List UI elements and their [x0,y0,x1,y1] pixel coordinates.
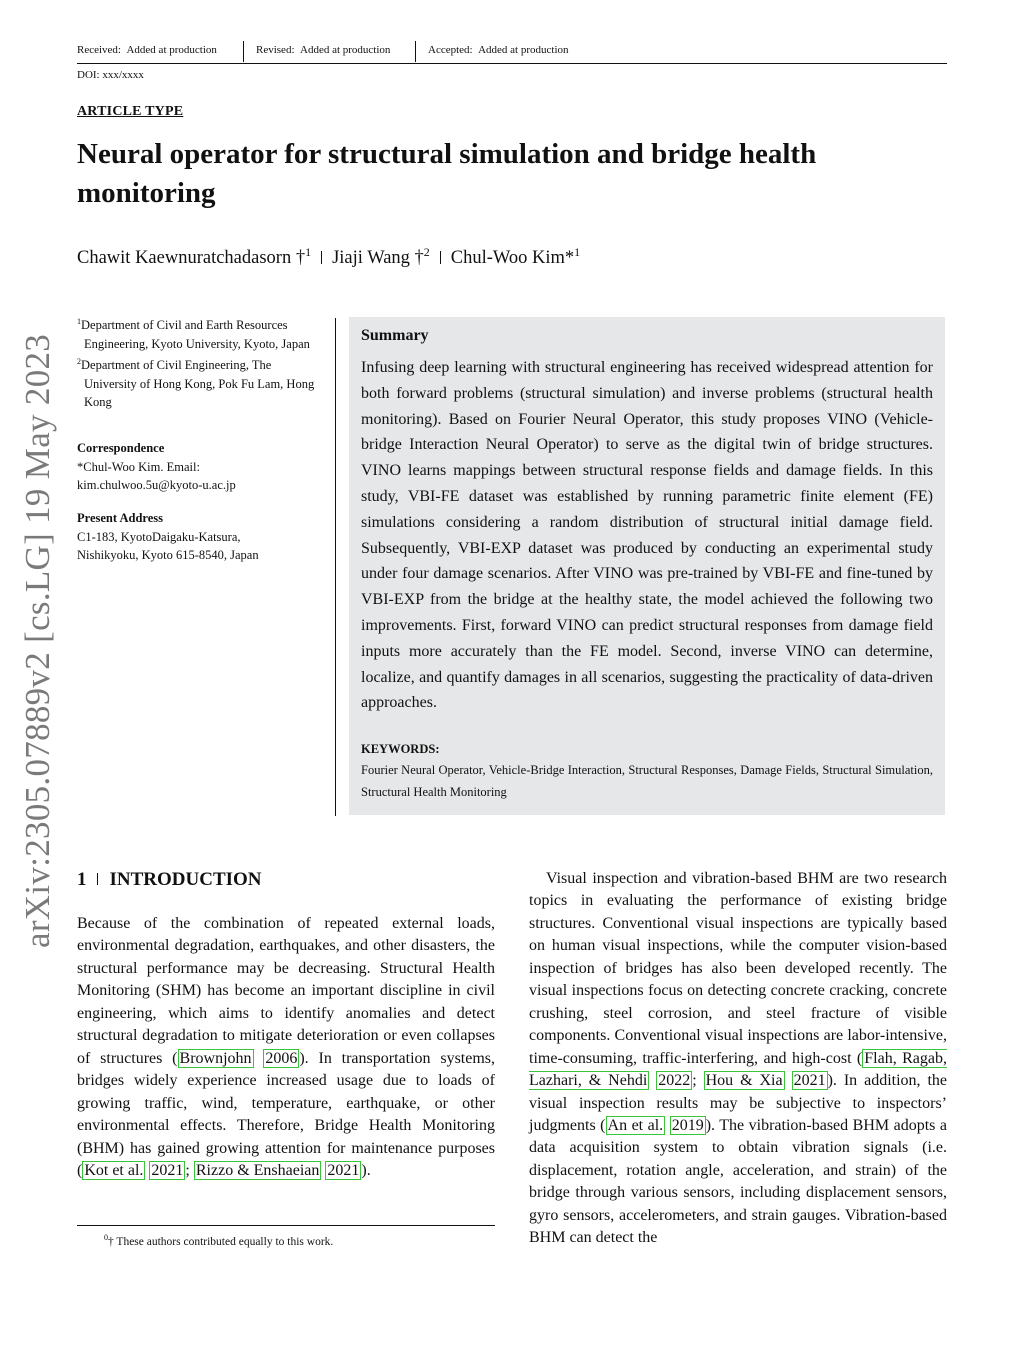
citation-link[interactable]: Hou & Xia [705,1072,783,1090]
sidebar-rule [335,318,336,816]
received-date: Received: Added at production [77,44,217,56]
divider [243,41,244,62]
article-type: ARTICLE TYPE [77,104,184,119]
citation-link[interactable]: 2019 [671,1116,704,1134]
paper-title: Neural operator for structural simulation and bridge health monitoring [77,138,817,209]
summary-heading: Summary [361,327,429,344]
intro-right-column: Visual inspection and vibration-based BHM are two research topics in evaluating the performance of existing bridge structures. Conventional visual inspections are typically based on human visual inspections, while the computer vision-based inspection of bridges has also been developed recently. The visual inspections focus on detecting concrete cracking, concrete crushing, steel corrosion, and steel fracture of visible components. Conventional visual inspections are labor-intensive, time-consuming, traffic-interfering, and high-cost ( Flah, Ragab, Lazhari, & Nehdi 2022 ; Hou & Xia 2021 ). In addition, the visual inspection results may be subjective to inspectors’ judgments ( An et al. 2019 ). The vibration-based BHM adopts a data acquisition system to obtain vibration signals (i.e. displacement, rotation angle, acceleration, and strain) of the bridge through various sensors, including displacement sensors, gyro sensors, accelerometers, and strain gauges. Vibration-based BHM can detect the [529,870,948,1247]
section-heading: 1 INTRODUCTION [77,869,262,890]
citation-link[interactable]: Brownjohn [179,1049,252,1067]
summary-box [349,317,945,815]
citation-link[interactable]: Flah, Ragab, Lazhari, & Nehdi [529,1049,947,1090]
citation-link[interactable]: 2022 [658,1072,691,1090]
citation-link[interactable]: 2021 [793,1072,826,1090]
present-address: Present Address C1-183, KyotoDaigaku-Katsura, Nishikyoku, Kyoto 615-8540, Japan [77,511,259,562]
affiliation: $^1$Department of Civil and Earth Resources Engineering, Kyoto University, Kyoto, Japan [77,317,310,351]
citation-link[interactable]: Kot et al. [84,1161,144,1179]
keywords-heading: KEYWORDS: [361,742,440,757]
accepted-date: Accepted: Added at production [428,44,569,56]
citation-link[interactable]: 2006 [265,1049,298,1067]
divider [415,41,416,62]
citation-link[interactable]: An et al. [607,1116,664,1134]
author-list: Chawit Kaewnuratchadasorn †$^1$ Jiaji Wang †$^2$ Chul-Woo Kim*$^1$ [77,245,581,269]
arxiv-identifier: arXiv:2305.07889v2 [cs.LG] 19 May 2023 [18,333,57,948]
publication-dates [77,44,947,64]
citation-link[interactable]: 2021 [151,1161,184,1179]
summary-text: Infusing deep learning with structural engineering has received widespread attention for both forward problems (structural simulation) and inverse problems (structural health monitoring). Based on Fourier Neural Operator, this study proposes VINO (Vehicle-bridge Interaction Neural Operator) to serve as the digital twin of bridge structures. VINO learns mappings between structural response fields and damage fields. In this study, VBI-FE dataset was established by running parametric finite element (FE) simulations considering a random distribution of structural initial damage field. Subsequently, VBI-EXP dataset was produced by conducting an experimental study under four damage scenarios. After VINO was pre-trained by VBI-FE and fine-tuned by VBI-EXP from the bridge at the healthy state, the model achieved the following two improvements. First, forward VINO can predict structural responses from damage field inputs more accurately than the FE model. Second, inverse VINO can determine, localize, and quantify damages in all scenarios, suggesting the practicality of data-driven approaches. [361,359,933,712]
keywords: Fourier Neural Operator, Vehicle-Bridge Interaction, Structural Responses, Damage Fields, Structural Simulation, Structural Health Monitoring [361,763,933,800]
correspondence: Correspondence *Chul-Woo Kim. Email: kim.chulwoo.5u@kyoto-u.ac.jp [77,439,327,495]
revised-date: Revised: Added at production [256,44,391,56]
citation-link[interactable]: 2021 [327,1161,360,1179]
affiliations [77,313,322,412]
email: kim.chulwoo.5u@kyoto-u.ac.jp [77,478,236,492]
doi: DOI: xxx/xxxx [77,69,144,81]
author-name: Chawit Kaewnuratchadasorn [77,248,292,269]
footnote-rule [77,1225,495,1226]
footnote: $^0$† These authors contributed equally to this work. [104,1233,334,1248]
author-name: Jiaji Wang [332,248,410,269]
intro-left-column: Because of the combination of repeated external loads, environmental degradation, earthquakes, and other disasters, the structural performance may be decreasing. Structural Health Monitoring (SHM) has become an important discipline in civil engineering, which aims to identify anomalies and detect structural degradation to mitigate deterioration or even collapses of structures ( Brownjohn 2006 ). In transportation systems, bridges widely experience increased usage due to loads of growing traffic, wind, temperature, earthquake, or other environmental effects. Therefore, Bridge Health Monitoring (BHM) has gained growing attention for maintenance purposes ( Kot et al. 2021 ; Rizzo & Enshaeian 2021 ). [77,915,496,1179]
affiliation: $^2$Department of Civil Engineering, The University of Hong Kong, Pok Fu Lam, Hong Kong [77,357,315,410]
citation-link[interactable]: Rizzo & Enshaeian [195,1161,320,1179]
author-name: Chul-Woo Kim [450,248,565,269]
header-rule [77,63,947,64]
